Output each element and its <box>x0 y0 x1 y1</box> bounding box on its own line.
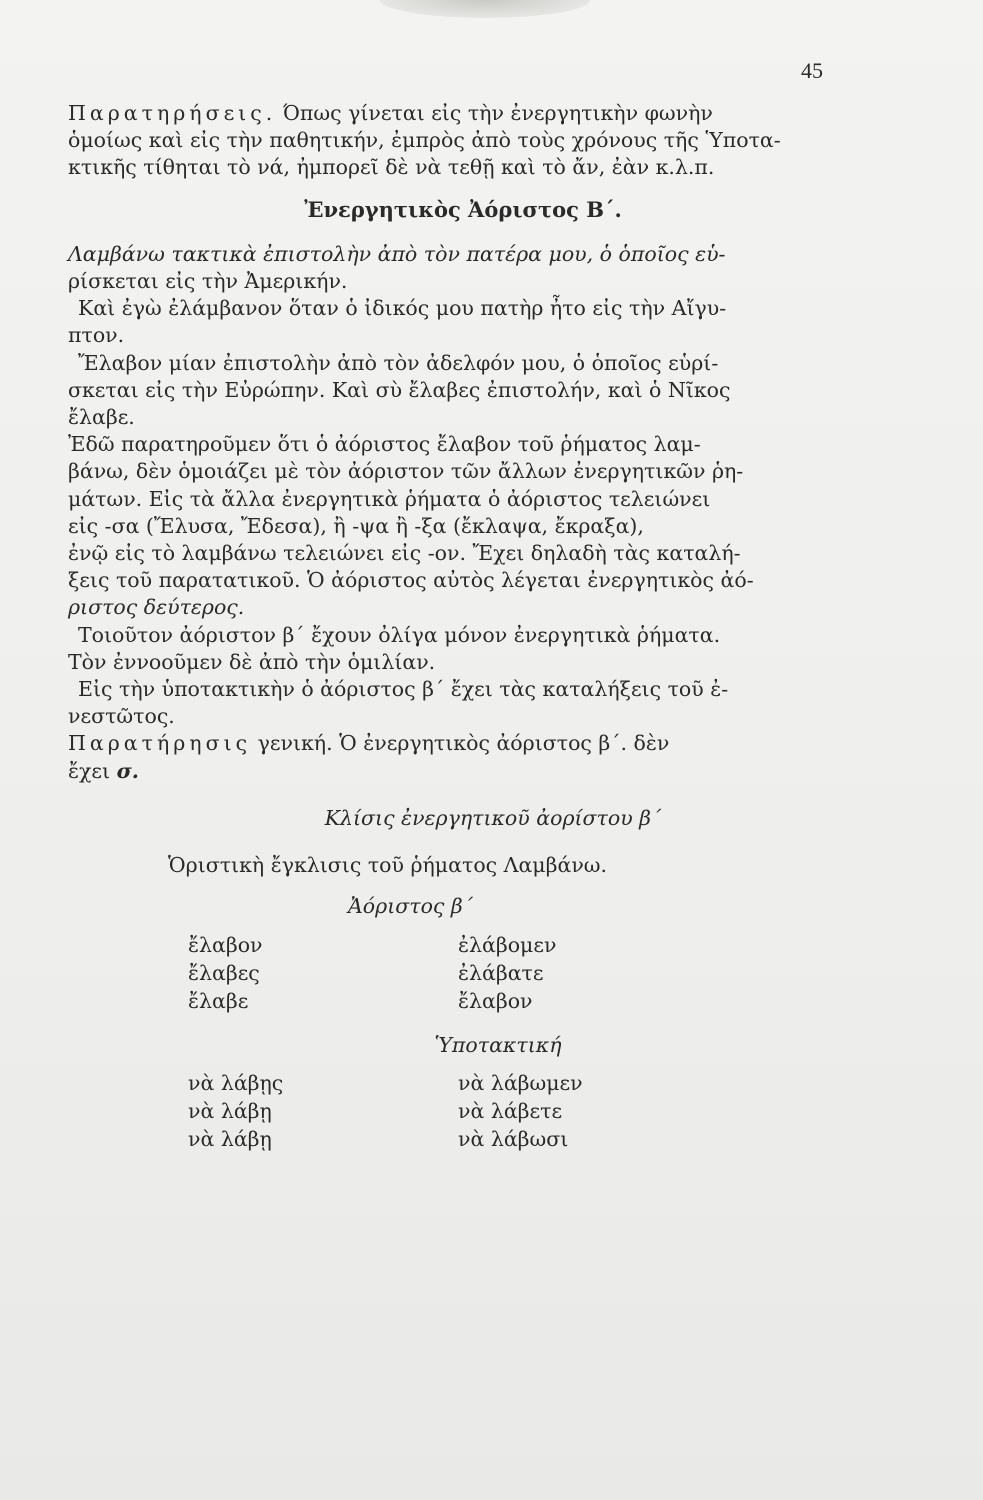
verb-form: ἔλαβε <box>188 989 249 1014</box>
text-line: νεστῶτος. <box>68 704 175 729</box>
text-line: σκεται εἰς τὴν Εὐρώπην. Καὶ σὺ ἔλαβες ἐπιστολήν, καὶ ὁ Νῖκος <box>68 377 731 402</box>
paragraph-3 <box>68 350 858 432</box>
conjugation-title: Κλίσις ἐνεργητικοῦ ἀορίστου β΄ <box>324 805 662 830</box>
verb-form: νὰ λάβωμεν <box>458 1070 583 1095</box>
text-line: εἰς -σα (Ἔλυσα, Ἔδεσα), ἢ -ψα ἢ -ξα (ἔκλαψα, ἔκραξα), <box>68 513 644 538</box>
paragraph-1 <box>68 241 858 295</box>
remark-line: Όπως γίνεται εἰς τὴν ἐνεργητικὴν φωνὴν <box>282 101 713 125</box>
text-line: ἐνῷ εἰς τὸ λαμβάνω τελειώνει εἰς -ον. Ἔχει δηλαδὴ τὰς καταλή- <box>68 541 741 566</box>
text-line: Λαμβάνω τακτικὰ ἐπιστολὴν ἀπὸ τὸν πατέρα μου, ὁ ὁποῖος εὑ- <box>68 241 726 266</box>
verb-form: ἔλαβον <box>458 989 533 1014</box>
text-line: ξεις τοῦ παρατατικοῦ. Ὁ ἀόριστος αὐτὸς λέγεται ἐνεργητικὸς ἀό- <box>68 568 754 593</box>
text-line: Τὸν ἐννοοῦμεν δὲ ἀπὸ τὴν ὁμιλίαν. <box>68 649 436 674</box>
remark-label: Παρατήρησις <box>68 731 252 756</box>
aorist-table <box>68 932 858 1016</box>
aorist-title: Ἀόριστος β΄ <box>348 894 474 919</box>
verb-form: νὰ λάβῃς <box>188 1070 284 1095</box>
section-heading: Ἐνεργητικὸς Ἀόριστος Β΄. <box>304 196 622 222</box>
paragraph-6 <box>68 676 858 730</box>
subjunctive-title: Ὑποτακτική <box>434 1033 562 1058</box>
paragraph-2 <box>68 295 858 349</box>
remark-label: Παρατηρήσεις. <box>68 101 277 125</box>
verb-form: ἐλάβατε <box>458 961 544 986</box>
text-line: ἔλαβε. <box>68 405 135 430</box>
aorist-singular <box>188 932 263 1016</box>
sigma-letter: σ. <box>116 758 139 783</box>
remark-line: κτικῆς τίθηται τὸ νά, ἠμπορεῖ δὲ νὰ τεθῇ καὶ τὸ ἄν, ἐὰν κ.λ.π. <box>68 155 715 180</box>
verb-form: νὰ λάβῃ <box>188 1098 272 1123</box>
subjunctive-plural <box>458 1070 583 1154</box>
verb-form: νὰ λάβῃ <box>188 1126 272 1151</box>
text-line: Καὶ ἐγὼ ἐλάμβανον ὅταν ὁ ἰδικός μου πατὴρ ἦτο εἰς τὴν Αἴγυ- <box>78 296 727 321</box>
remark-general <box>68 730 858 784</box>
text-line: ρίσκεται εἰς τὴν Ἀμερικήν. <box>68 269 348 294</box>
text-line: βάνω, δὲν ὁμοιάζει μὲ τὸν ἀόριστον τῶν ἄλλων ἐνεργητικῶν ῥη- <box>68 459 744 484</box>
paragraph-5 <box>68 622 858 676</box>
remark-line: γενική. Ὁ ἐνεργητικὸς ἀόριστος β΄. δὲν <box>257 731 670 756</box>
text-line: πτον. <box>68 323 125 348</box>
text-line: Εἰς τὴν ὑποτακτικὴν ὁ ἀόριστος β΄ ἔχει τὰς καταλήξεις τοῦ ἐ- <box>78 677 729 702</box>
text-line: Τοιοῦτον ἀόριστον β΄ ἔχουν ὀλίγα μόνον ἐνεργητικὰ ῥήματα. <box>78 622 721 647</box>
paper-stain <box>380 0 590 18</box>
verb-form: ἐλάβομεν <box>458 933 557 958</box>
page-body <box>68 100 858 1154</box>
paragraph-4 <box>68 431 858 621</box>
remark-intro <box>68 100 858 182</box>
subjunctive-table <box>68 1070 858 1154</box>
text-line: ριστος δεύτερος. <box>68 595 245 620</box>
text-line: μάτων. Εἰς τὰ ἄλλα ἐνεργητικὰ ῥήματα ὁ ἀόριστος τελειώνει <box>68 486 711 511</box>
remark-line: ἔχει <box>68 758 111 783</box>
text-line: Ἔλαβον μίαν ἐπιστολὴν ἀπὸ τὸν ἀδελφόν μου, ὁ ὁποῖος εὑρί- <box>78 350 719 375</box>
verb-form: νὰ λάβετε <box>458 1098 563 1123</box>
text-line: Ἐδῶ παρατηροῦμεν ὅτι ὁ ἀόριστος ἔλαβον τοῦ ῥήματος λαμ- <box>68 432 701 457</box>
verb-form: νὰ λάβωσι <box>458 1126 569 1151</box>
verb-form: ἔλαβες <box>188 961 260 986</box>
page-number: 45 <box>801 58 823 83</box>
remark-line: ὁμοίως καὶ εἰς τὴν παθητικήν, ἐμπρὸς ἀπὸ τοὺς χρόνους τῆς Ὑποτα- <box>68 128 781 153</box>
subjunctive-singular <box>188 1070 283 1154</box>
verb-form: ἔλαβον <box>188 933 263 958</box>
aorist-plural <box>458 932 556 1016</box>
indicative-title: Ὁριστικὴ ἔγκλισις τοῦ ῥήματος Λαμβάνω. <box>168 853 608 878</box>
